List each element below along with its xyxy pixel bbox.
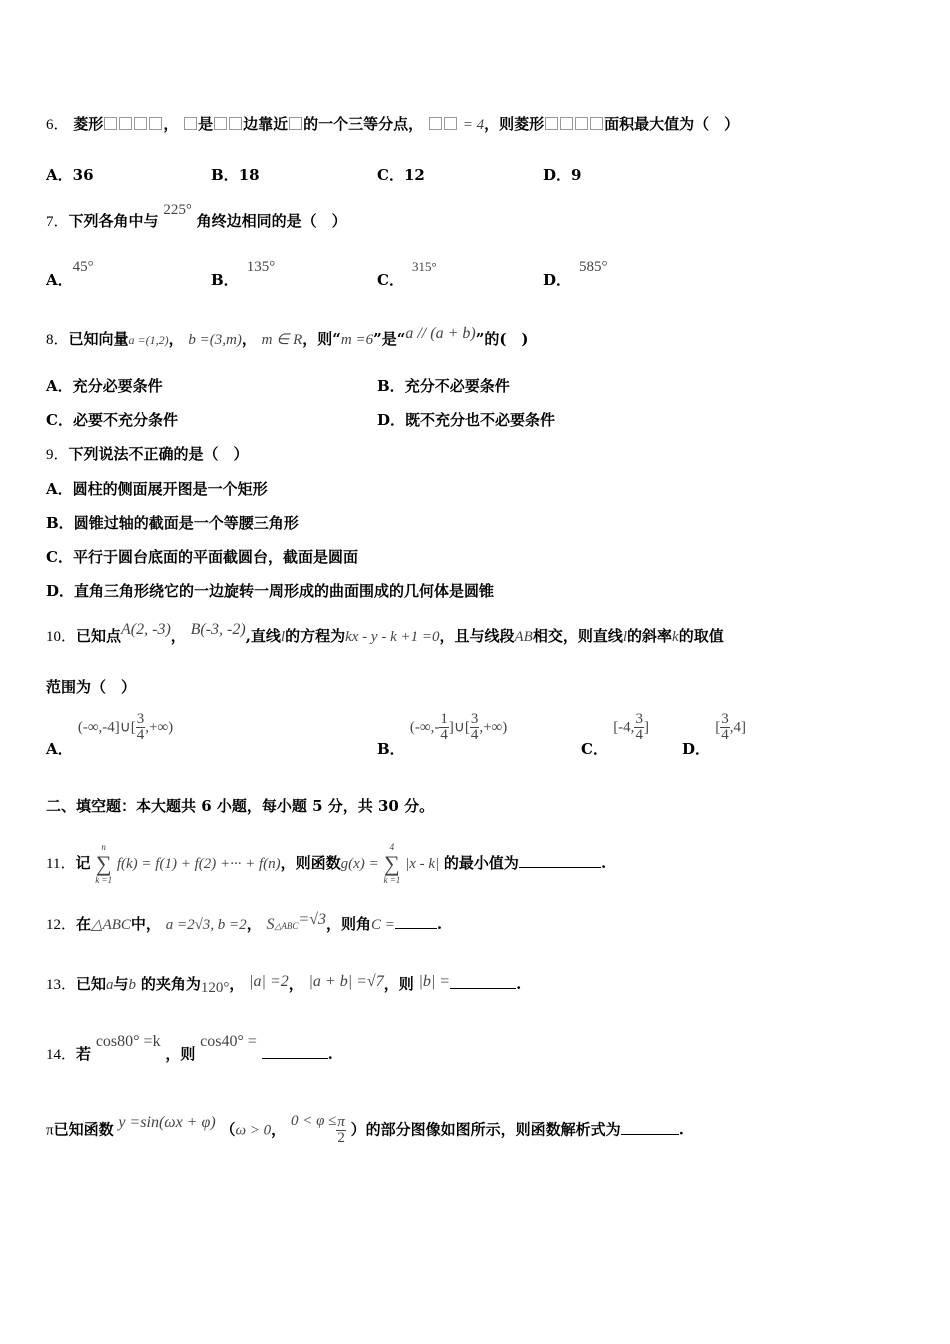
answer-blank[interactable] — [395, 914, 437, 929]
missing-glyph — [289, 117, 302, 130]
option-a[interactable]: A．充分必要条件 — [46, 377, 163, 395]
missing-glyph — [575, 117, 588, 130]
question-10: 10．已知点A(2, -3)， B(-3, -2),直线l的方程为kx - y - k +1 =0，且与线段AB相交，则直线l的斜率k的取值 — [46, 621, 724, 645]
option-c[interactable]: C．平行于圆台底面的平面截圆台，截面是圆面 — [46, 548, 358, 566]
missing-glyph — [229, 117, 242, 130]
option-b[interactable]: B．135° — [211, 259, 276, 289]
question-15: π已知函数 y =sin(ωx + φ) （ω > 0， 0 < φ ≤ $\frac{\pi}{2}$ ）的部分图像如图所示，则函数解析式为 . — [46, 1112, 684, 1146]
sum-symbol: 4 ∑ k =1 — [383, 842, 401, 885]
option-b[interactable]: B．18 — [211, 166, 260, 184]
question-8: 8．已知向量a =(1,2)， b =(3,m)， m ∈ R，则“m =6”是“a // (a + b)”的( ) — [46, 325, 529, 348]
missing-glyph — [590, 117, 603, 130]
answer-blank[interactable] — [519, 853, 601, 868]
missing-glyph — [134, 117, 147, 130]
question-number: 13． — [46, 977, 77, 993]
option-b[interactable]: B．充分不必要条件 — [377, 377, 510, 395]
question-10-cont: 范围为（ ） — [46, 678, 137, 696]
missing-glyph — [119, 117, 132, 130]
question-14: 14．若 cos80° =k ，则 cos40° = . — [46, 1033, 333, 1063]
question-number: 14． — [46, 1047, 77, 1063]
option-d[interactable]: D． [ $\frac{3}{4}$ ,4] — [682, 711, 746, 758]
option-d[interactable]: D．直角三角形绕它的一边旋转一周形成的曲面围成的几何体是圆锥 — [46, 582, 495, 600]
option-d[interactable]: D．既不充分也不必要条件 — [377, 411, 556, 429]
section-heading: 二、填空题：本大题共 6 小题，每小题 5 分，共 30 分。 — [46, 797, 435, 815]
question-9: 9．下列说法不正确的是（ ） — [46, 445, 249, 463]
math-expression: = 4 — [462, 117, 485, 133]
option-c[interactable]: C．12 — [377, 166, 425, 184]
option-a[interactable]: A．45° — [46, 259, 94, 289]
missing-glyph — [104, 117, 117, 130]
missing-glyph — [214, 117, 227, 130]
sum-symbol: n ∑ k =1 — [95, 842, 113, 885]
question-number: 11． — [46, 856, 76, 872]
answer-blank[interactable] — [450, 974, 516, 989]
fraction-pi-over-2: $\frac{\pi}{2}$ — [337, 1114, 345, 1146]
missing-glyph — [560, 117, 573, 130]
question-6: 6． 菱形 ， 是 边靠近 的一个三等分点， = 4，则菱形 面积最大值为（ ） — [46, 115, 740, 133]
missing-glyph — [444, 117, 457, 130]
question-number: π — [46, 1122, 54, 1139]
option-b[interactable]: B． (-∞,- $\frac{1}{4}$ ]∪[ $\frac{3}{4}$ ,+∞) — [377, 711, 508, 758]
missing-glyph — [149, 117, 162, 130]
missing-glyph — [545, 117, 558, 130]
question-number: 6． — [46, 117, 69, 133]
question-12: 12．在△ABC中， a =2√3, b =2， S△ABC=√3，则角C = . — [46, 911, 443, 933]
question-number: 7． — [46, 214, 69, 230]
answer-blank[interactable] — [621, 1120, 679, 1135]
missing-glyph — [429, 117, 442, 130]
option-b[interactable]: B．圆锥过轴的截面是一个等腰三角形 — [46, 514, 299, 532]
math-angle: 225° — [163, 202, 192, 218]
option-a[interactable]: A． (-∞,-4]∪[ $\frac{3}{4}$ ,+∞) — [46, 711, 174, 758]
option-d[interactable]: D．585° — [543, 259, 608, 289]
missing-glyph — [184, 117, 197, 130]
question-7: 7．下列各角中与 225° 角终边相同的是（ ） — [46, 202, 347, 230]
question-number: 8． — [46, 332, 69, 348]
option-a[interactable]: A．36 — [46, 166, 94, 184]
answer-blank[interactable] — [262, 1044, 328, 1059]
question-number: 12． — [46, 917, 77, 933]
question-number: 9． — [46, 447, 69, 463]
option-c[interactable]: C．315° — [377, 259, 437, 289]
option-a[interactable]: A．圆柱的侧面展开图是一个矩形 — [46, 480, 268, 498]
question-number: 10． — [46, 629, 77, 645]
question-13: 13．已知a与b 的夹角为120°， |a| =2， |a + b| =√7，则 |b| = . — [46, 973, 522, 996]
option-d[interactable]: D．9 — [543, 166, 582, 184]
option-c[interactable]: C．必要不充分条件 — [46, 411, 178, 429]
option-c[interactable]: C． [-4, $\frac{3}{4}$ ] — [581, 711, 649, 758]
question-11: 11．记 n ∑ k =1 f(k) = f(1) + f(2) +··· + f(n)，则函数g(x) = 4 ∑ k =1 |x - k| 的最小值为 . — [46, 842, 607, 885]
